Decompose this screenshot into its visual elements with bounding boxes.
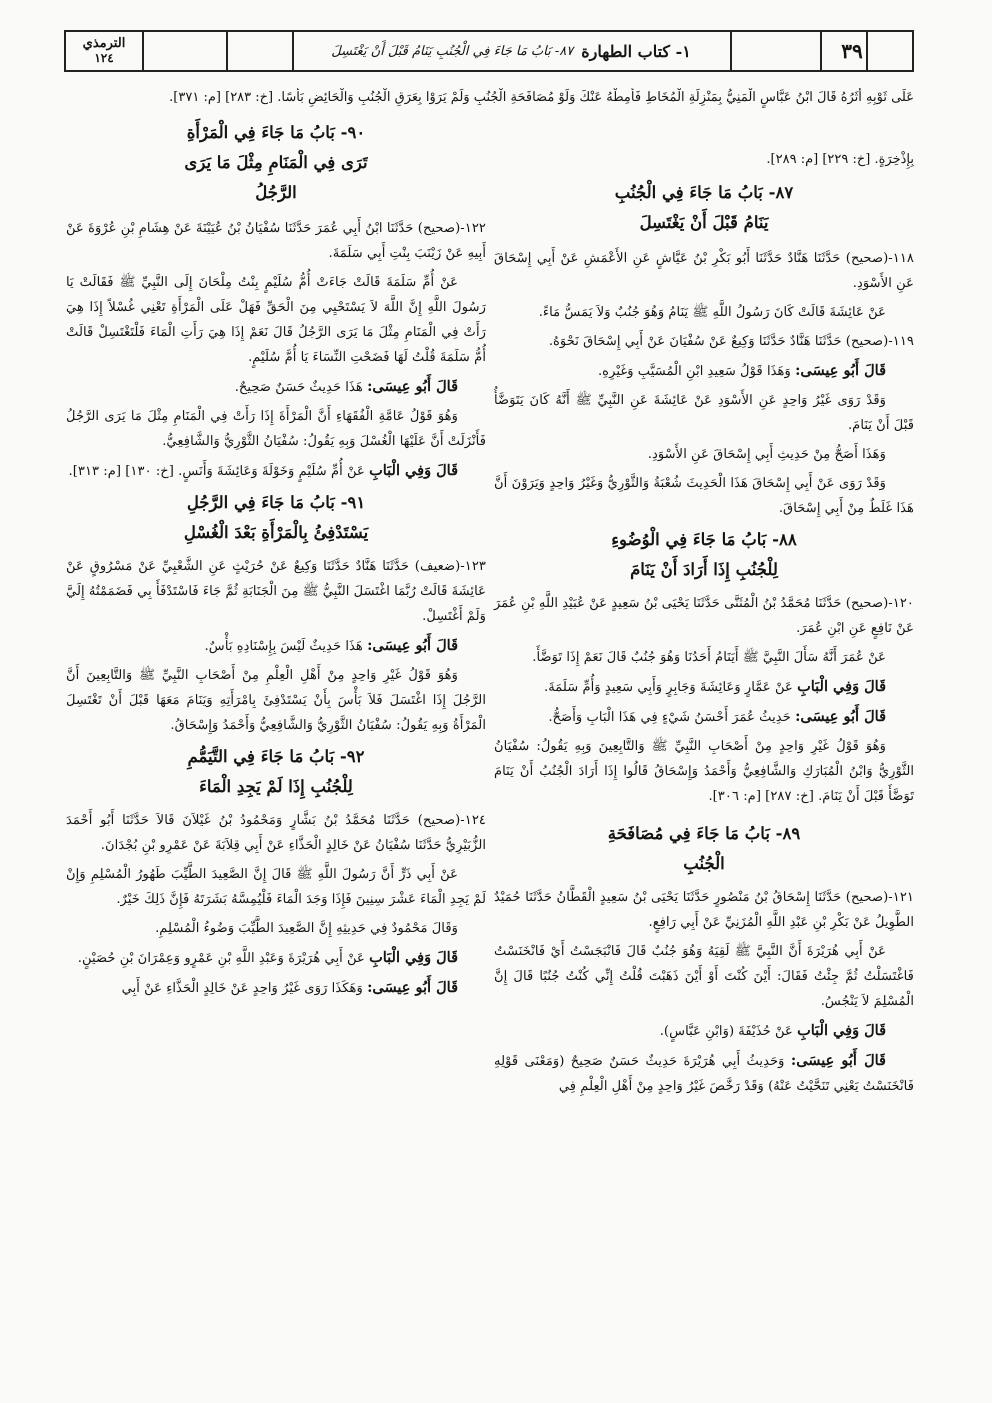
chapter-heading-91: ٩١- بَابُ مَا جَاءَ فِي الرَّجُلِ يَسْتَدْفِئُ بِالْمَرْأَةِ بَعْدَ الْغُسْلِ [183, 493, 369, 542]
commentary-d5: وَهُوَ قَوْلُ غَيْرِ وَاحِدٍ مِنْ أَهْلِ الْعِلْمِ مِنْ أَصْحَابِ النَّبِيِّ ﷺ وَالتَّابِعِينَ أَنَّ الرَّجُلَ إِذَا اغْتَسَلَ فَلاَ بَأْسَ بِأَنْ يَسْتَدْفِئَ بِامْرَأَتِهِ وَيَنَامَ مَعَهَا قَبْلَ أَنْ تَغْتَسِلَ الْمَرْأَةُ وَبِهِ يَقُولُ: سُفْيَانُ الثَّوْرِيُّ وَالشَّافِعِيُّ وَأَحْمَدُ وَإِسْحَاقُ. [66, 668, 486, 733]
running-title [294, 32, 728, 70]
commentary-6: قَالَ أَبُو عِيسَى: حَدِيثُ عُمَرَ أَحْسَنُ شَيْءٍ فِي هَذَا الْبَابِ وَأَصَحُّ. [548, 708, 886, 725]
commentary-d8: قَالَ أَبُو عِيسَى: وَهَكَذَا رَوَى غَيْرُ وَاحِدٍ عَنْ خَالِدٍ الْحَذَّاءِ عَنْ أَبِي [121, 979, 458, 996]
page-header [64, 30, 914, 72]
commentary-d2: وَهُوَ قَوْلُ عَامَّةِ الْفُقَهَاءِ أَنَّ الْمَرْأَةَ إِذَا رَأَتْ فِي الْمَنَامِ مِثْلَ مَا يَرَى الرَّجُلُ فَأَنْزَلَتْ أَنَّ عَلَيْهَا الْغُسْلَ وَبِهِ يَقُولُ: سُفْيَانُ الثَّوْرِيُّ وَالشَّافِعِيُّ. [66, 409, 486, 449]
chapter-heading-89: ٨٩- بَابُ مَا جَاءَ فِي مُصَافَحَةِ الْجُنُبِ [607, 824, 801, 873]
section-title: ٨٧- بَابُ مَا جَاءَ فِي الْجُنُبِ يَنَامُ قَبْلَ أَنْ يَغْتَسِلَ [331, 43, 574, 59]
commentary-d3: قَالَ وَفِي الْبَابِ عَنْ أُمِّ سُلَيْمٍ وَخَوْلَةَ وَعَائِشَةَ وَأَنَسٍ. [خ: ١٣٠] [م: ٣١٣]. [68, 462, 458, 479]
book-reference-cell [66, 32, 142, 70]
commentary-2: وَقَدْ رَوَى غَيْرُ وَاحِدٍ عَنِ الأَسْوَدِ عَنْ عَائِشَةَ عَنِ النَّبِيِّ ﷺ أَنَّهُ كَانَ يَتَوَضَّأُ قَبْلَ أَنْ يَنَامَ. [494, 393, 914, 433]
commentary-7: وَهُوَ قَوْلُ غَيْرِ وَاحِدٍ مِنْ أَصْحَابِ النَّبِيِّ ﷺ وَالتَّابِعِينَ وَبِهِ يَقُولُ: سُفْيَانُ الثَّوْرِيُّ وَابْنُ الْمُبَارَكِ وَالشَّافِعِيُّ وَأَحْمَدُ وَإِسْحَاقُ قَالُوا إِذَا أَرَادَ الْجُنُبُ أَنْ يَنَامَ تَوَضَّأَ قَبْلَ أَنْ يَنَامَ. [خ: ٢٨٧] [م: ٣٠٦]. [494, 739, 914, 804]
hadith-123: ١٢٣-(ضعيف) حَدَّثَنَا هَنَّادٌ حَدَّثَنَا وَكِيعٌ عَنْ حُرَيْثٍ عَنِ الشَّعْبِيِّ عَنْ مَسْرُوقٍ عَنْ عَائِشَةَ قَالَتْ رُبَّمَا اغْتَسَلَ النَّبِيُّ ﷺ مِنَ الْجَنَابَةِ ثُمَّ جَاءَ فَاسْتَدْفَأَ بِي فَضَمَمْتُهُ إِلَيَّ وَلَمْ أَغْتَسِلْ. [66, 559, 486, 624]
page-number: ٣٩ [841, 39, 863, 63]
chapter-heading-88: ٨٨- بَابُ مَا جَاءَ فِي الْوُضُوءِ لِلْجُنُبِ إِذَا أَرَادَ أَنْ يَنَامَ [611, 530, 797, 579]
commentary-1: قَالَ أَبُو عِيسَى: وَهَذَا قَوْلُ سَعِيدِ ابْنِ الْمُسَيَّبِ وَغَيْرِهِ. [597, 362, 886, 379]
commentary-5: قَالَ وَفِي الْبَابِ عَنْ عَمَّارٍ وَعَائِشَةَ وَجَابِرٍ وَأَبِي سَعِيدٍ وَأُمِّ سَلَمَةَ. [544, 678, 886, 695]
book-volume: ١٢٤ [94, 51, 114, 65]
commentary-d7: قَالَ وَفِي الْبَابِ عَنْ أَبِي هُرَيْرَةَ وَعَبْدِ اللَّهِ بْنِ عَمْرٍو وَعِمْرَانَ بْنِ حُصَيْنٍ. [77, 949, 458, 966]
hadith-122-isnad: ١٢٢-(صحيح) حَدَّثَنَا ابْنُ أَبِي عُمَرَ حَدَّثَنَا سُفْيَانُ بْنُ عُيَيْنَةَ عَنْ هِشَامِ بْنِ عُرْوَةَ عَنْ أَبِيهِ عَنْ زَيْنَبَ بِنْتِ أَبِي سَلَمَةَ. [66, 221, 486, 261]
hadith-118-isnad: ١١٨-(صحيح) حَدَّثَنَا هَنَّادٌ حَدَّثَنَا أَبُو بَكْرِ بْنُ عَيَّاشٍ عَنِ الأَعْمَشِ عَنْ أَبِي إِسْحَاقَ عَنِ الأَسْوَدِ. [494, 251, 914, 291]
commentary-4: وَقَدْ رَوَى عَنْ أَبِي إِسْحَاقَ هَذَا الْحَدِيثَ شُعْبَةُ وَالثَّوْرِيُّ وَغَيْرُ وَاحِدٍ وَيَرَوْنَ أَنَّ هَذَا غَلَطٌ مِنْ أَبِي إِسْحَاقَ. [494, 476, 914, 516]
commentary-d1: قَالَ أَبُو عِيسَى: هَذَا حَدِيثٌ حَسَنٌ صَحِيحٌ. [234, 378, 458, 395]
right-column [494, 176, 914, 1103]
commentary-d6: وَقَالَ مَحْمُودٌ فِي حَدِيثِهِ إِنَّ الصَّعِيدَ الطَّيِّبَ وَضُوءُ الْمُسْلِمِ. [155, 921, 458, 936]
chapter-heading-87: ٨٧- بَابُ مَا جَاءَ فِي الْجُنُبِ يَنَامُ قَبْلَ أَنْ يَغْتَسِلَ [614, 183, 794, 232]
commentary-8: قَالَ وَفِي الْبَابِ عَنْ حُذَيْفَةَ (وَابْنِ عَبَّاسٍ). [659, 1022, 886, 1039]
book-name: الترمذي [82, 36, 126, 51]
commentary-3: وَهَذَا أَصَحُّ مِنْ حَدِيثِ أَبِي إِسْحَاقَ عَنِ الأَسْوَدِ. [647, 447, 886, 462]
chapter-heading-92: ٩٢- بَابُ مَا جَاءَ فِي التَّيَمُّمِ لِلْجُنُبِ إِذَا لَمْ يَجِدِ الْمَاءَ [187, 747, 365, 796]
hadith-120-text: عَنْ عُمَرَ أَنَّهُ سَأَلَ النَّبِيَّ ﷺ أَيَنَامُ أَحَدُنَا وَهُوَ جُنُبٌ قَالَ نَعَمْ إِذَا تَوَضَّأَ. [532, 650, 886, 665]
commentary-d4: قَالَ أَبُو عِيسَى: هَذَا حَدِيثٌ لَيْسَ بِإِسْنَادِهِ بَأْسٌ. [204, 637, 458, 654]
hadith-124-text: عَنْ أَبِي ذَرٍّ أَنَّ رَسُولَ اللَّهِ ﷺ قَالَ إِنَّ الصَّعِيدَ الطَّيِّبَ طَهُورُ الْمُسْلِمِ وَإِنْ لَمْ يَجِدِ الْمَاءَ عَشْرَ سِنِينَ فَإِذَا وَجَدَ الْمَاءَ فَلْيُمِسَّهُ بَشَرَتَهُ فَإِنَّ ذَلِكَ خَيْرٌ. [66, 867, 486, 907]
hadith-121-text: عَنْ أَبِي هُرَيْرَةَ أَنَّ النَّبِيَّ ﷺ لَقِيَهُ وَهُوَ جُنُبٌ قَالَ فَانْبَجَسْتُ أَيْ فَانْخَنَسْتُ فَاغْتَسَلْتُ ثُمَّ جِئْتُ فَقَالَ: أَيْنَ كُنْتَ أَوْ أَيْنَ ذَهَبْتَ قُلْتُ إِنِّي كُنْتُ جُنُبًا قَالَ إِنَّ الْمُسْلِمَ لاَ يَنْجُسُ. [494, 944, 914, 1009]
hadith-119-isnad: ١١٩-(صحيح) حَدَّثَنَا هَنَّادٌ حَدَّثَنَا وَكِيعٌ عَنْ سُفْيَانَ عَنْ أَبِي إِسْحَاقَ نَحْوَهُ. [548, 334, 914, 349]
hadith-124-isnad: ١٢٤-(صحيح) حَدَّثَنَا مُحَمَّدُ بْنُ بَشَّارٍ وَمَحْمُودُ بْنُ غَيْلاَنَ قَالاَ حَدَّثَنَا أَبُو أَحْمَدَ الزُّبَيْرِيُّ حَدَّثَنَا سُفْيَانُ عَنْ خَالِدٍ الْحَذَّاءِ عَنْ أَبِي قِلاَبَةَ عَنْ عَمْرِو بْنِ بُجْدَانَ. [66, 813, 486, 853]
continuation-line-1: عَلَى ثَوْبِهِ أَثَرُهُ قَالَ ابْنُ عَبَّاسٍ الْمَنِيُّ بِمَنْزِلَةِ الْمُخَاطِ فَأَمِطْهُ عَنْكَ وَلَوْ مُصَافَحَةِ الْجُنُبِ وَلَمْ يَرَوْا بِعَرَقِ الْجُنُبِ وَالْحَائِضِ بَأْسًا. [خ: ٢٨٣] [م: ٣٧١]. [169, 90, 914, 105]
hadith-122-text: عَنْ أُمِّ سَلَمَةَ قَالَتْ جَاءَتْ أُمُّ سُلَيْمٍ بِنْتُ مِلْحَانَ إِلَى النَّبِيِّ ﷺ فَقَالَتْ يَا رَسُولَ اللَّهِ إِنَّ اللَّهَ لاَ يَسْتَحْيِي مِنَ الْحَقِّ فَهَلْ عَلَى الْمَرْأَةِ تَعْنِي غُسْلاً إِذَا هِيَ رَأَتْ فِي الْمَنَامِ مِثْلَ مَا يَرَى الرَّجُلُ قَالَ نَعَمْ إِذَا هِيَ رَأَتِ الْمَاءَ فَلْتَغْتَسِلْ قَالَتْ أُمُّ سَلَمَةَ قُلْتُ لَهَا فَضَحْتِ النِّسَاءَ يَا أُمَّ سُلَيْمٍ. [66, 275, 486, 365]
left-column [66, 116, 486, 1005]
continuation-line-2: بِإِذْخِرَةٍ. [خ: ٢٢٩] [م: ٢٨٩]. [766, 152, 914, 167]
hadith-121-isnad: ١٢١-(صحيح) حَدَّثَنَا إِسْحَاقُ بْنُ مَنْصُورٍ حَدَّثَنَا يَحْيَى بْنُ سَعِيدٍ الْقَطَّانُ حَدَّثَنَا حُمَيْدٌ الطَّوِيلُ عَنْ بَكْرِ بْنِ عَبْدِ اللَّهِ الْمُزَنِيِّ عَنْ أَبِي رَافِعٍ. [494, 890, 914, 930]
hadith-118-text: عَنْ عَائِشَةَ قَالَتْ كَانَ رَسُولُ اللَّهِ ﷺ يَنَامُ وَهُوَ جُنُبٌ وَلاَ يَمَسُّ مَاءً. [538, 305, 886, 320]
chapter-heading-90: ٩٠- بَابُ مَا جَاءَ فِي الْمَرْأَةِ تَرَى فِي الْمَنَامِ مِثْلَ مَا يَرَى الرَّجُلُ [184, 123, 368, 202]
commentary-9: قَالَ أَبُو عِيسَى: وَحَدِيثُ أَبِي هُرَيْرَةَ حَدِيثٌ حَسَنٌ صَحِيحٌ (وَمَعْنَى قَوْلِهِ فَانْخَنَسْتُ يَعْنِي تَنَحَّيْتُ عَنْهُ) وَقَدْ رَخَّصَ غَيْرُ وَاحِدٍ مِنْ أَهْلِ الْعِلْمِ فِي [494, 1052, 914, 1094]
hadith-120-isnad: ١٢٠-(صحيح) حَدَّثَنَا مُحَمَّدُ بْنُ الْمُثَنَّى حَدَّثَنَا يَحْيَى بْنُ سَعِيدٍ عَنْ عُبَيْدِ اللَّهِ بْنِ عُمَرَ عَنْ نَافِعٍ عَنِ ابْنِ عُمَرَ. [494, 596, 914, 636]
chapter-title: ١- كتاب الطهارة [581, 41, 691, 61]
